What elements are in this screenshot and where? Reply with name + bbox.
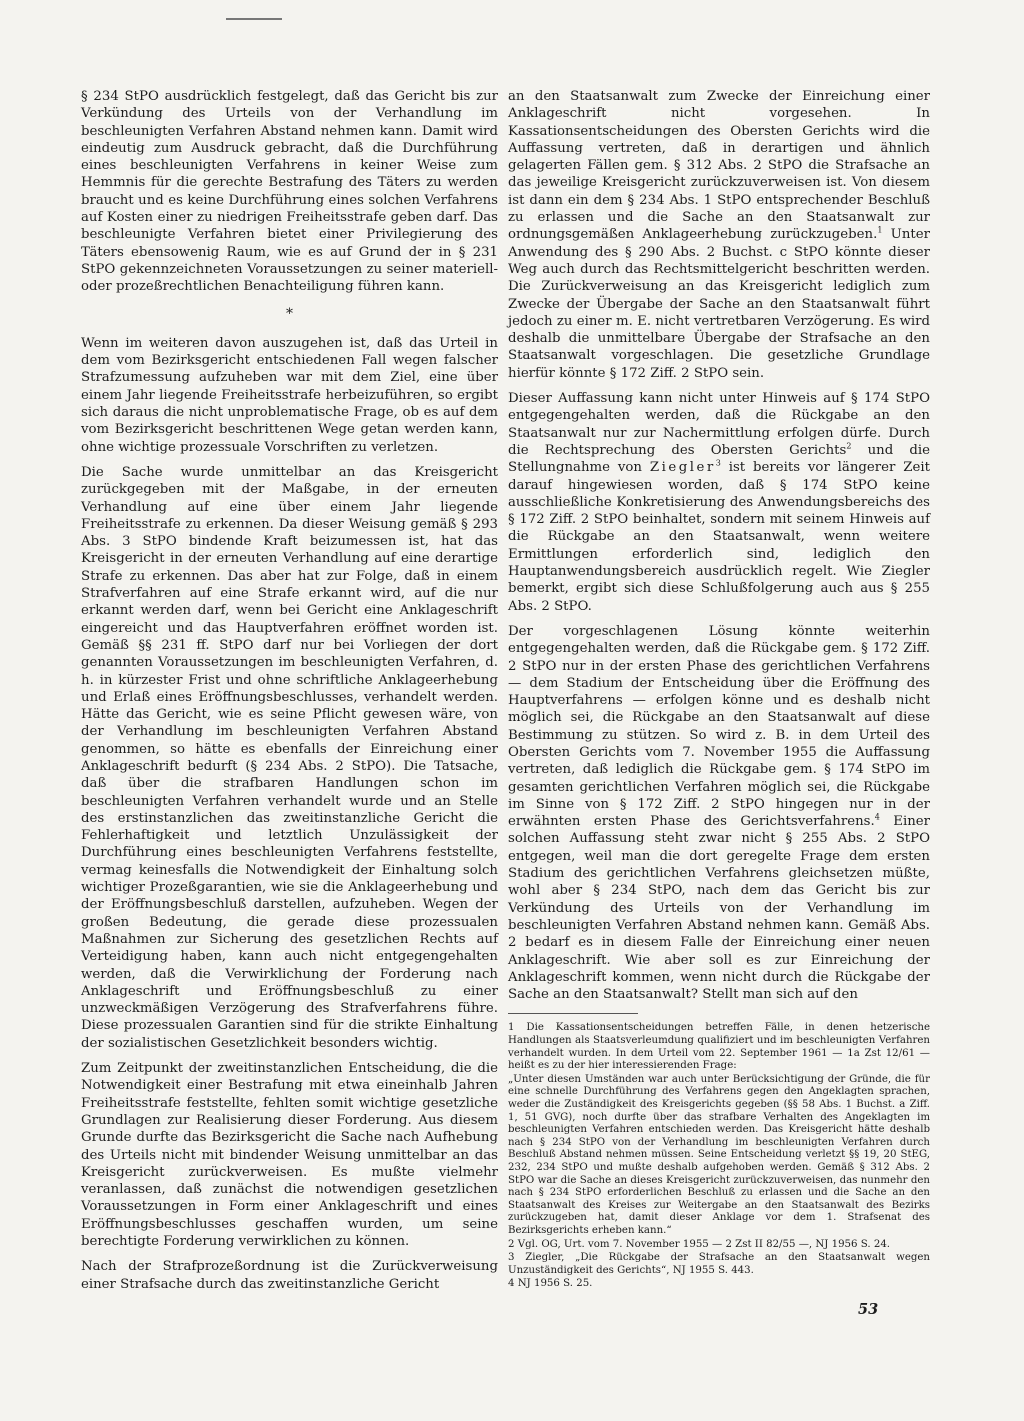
scan-mark	[226, 18, 282, 20]
left-paragraph-2: Wenn im weiteren davon auszugehen ist, daß das Urteil in dem vom Bezirksgericht entschiedenen Fall wegen falscher Strafzumessung aufzuheben war mit dem Ziel, eine über einem Jahr liegende Freiheitsstrafe herbeizuführen, so ergibt sich daraus die nicht unproblematische Frage, ob es auf dem vom Bezirksgericht beschrittenen Wege getan werden kann, ohne wichtige prozessuale Vorschriften zu verletzen.	[81, 335, 498, 455]
right-column	[508, 88, 930, 1292]
right-paragraph-3	[508, 623, 930, 1004]
footnote-2: 2 Vgl. OG, Urt. vom 7. November 1955 — 2 Zst II 82/55 —, NJ 1956 S. 24.	[508, 1238, 891, 1250]
text-run: an den Staatsanwalt zum Zwecke der Einreichung einer Anklageschrift nicht vorgesehen. In Kassationsentscheidungen des Obersten Gerichts wird die Auffassung vertreten, daß in derartigen und ähnlich gelagerten Fällen gem. § 312 Abs. 2 StPO die Strafsache an das jeweilige Kreisgericht zurückzuverweisen ist. Von diesem ist dann ein dem § 234 Abs. 1 StPO entsprechender Beschluß zu erlassen und die Sache an den Staatsanwalt zur ordnungsgemäßen Anklageerhebung zurückzugeben.	[508, 89, 930, 243]
footnote-3: 3 Ziegler, „Die Rückgabe der Strafsache an den Staatsanwalt wegen Unzuständigkeit des Gerichts“, NJ 1955 S. 443.	[508, 1252, 930, 1276]
text-run: ist bereits vor längerer Zeit darauf hingewiesen worden, daß § 174 StPO keine ausschließliche Konkretisierung des Anwendungsbereichs des § 172 Ziff. 2 StPO beinhaltet, sondern mit seinem Hinweis auf die Rückgabe an den Staatsanwalt, wenn weitere Ermittlungen erforderlich sind, lediglich den Hauptanwendungsbereich ausdrücklich regelt. Wie Ziegler bemerkt, ergibt sich diese Schlußfolgerung auch aus § 255 Abs. 2 StPO.	[508, 460, 930, 614]
footnotes	[508, 1022, 930, 1290]
author-name: Ziegler	[649, 460, 716, 476]
footnote-ref-2: 2	[846, 441, 852, 451]
footnote-4: 4 NJ 1956 S. 25.	[508, 1278, 593, 1290]
footnote-ref-1: 1	[877, 225, 883, 235]
section-separator: *	[286, 305, 293, 322]
left-paragraph-1: § 234 StPO ausdrücklich festgelegt, daß das Gericht bis zur Verkündung des Urteils von der Verhandlung im beschleunigten Verfahren Abstand nehmen kann. Damit wird eindeutig zum Ausdruck gebracht, daß die Durchführung eines beschleunigten Verfahrens in keiner Weise zum Hemmnis für die gerechte Bestrafung des Täters zu werden braucht und es keine Durchführung eines solchen Verfahrens auf Kosten einer zu niedrigen Freiheitsstrafe geben darf. Das beschleunigte Verfahren bietet einer Privilegierung des Täters ebensowenig Raum, wie es auf Grund der in § 231 StPO gekennzeichneten Voraussetzungen zu seiner materiell- oder prozeßrechtlichen Benachteiligung führen kann.	[81, 89, 498, 295]
left-paragraph-5: Nach der Strafprozeßordnung ist die Zurückverweisung einer Strafsache durch das zweitinstanzliche Gericht	[81, 1259, 498, 1292]
text-run: Der vorgeschlagenen Lösung könnte weiterhin entgegengehalten werden, daß die Rückgabe gem. § 172 Ziff. 2 StPO nur in der ersten Phase des gerichtlichen Verfahrens — dem Stadium der Entscheidung über die Eröffnung des Hauptverfahrens — erfolgen könne und es deshalb nicht möglich sei, die Rückgabe an den Staatsanwalt auf diese Bestimmung zu stützen. So wird z. B. in dem Urteil des Obersten Gerichts vom 7. November 1955 die Auffassung vertreten, daß lediglich die Rückgabe gem. § 174 StPO im gesamten gerichtlichen Verfahren möglich sei, die Rückgabe im Sinne von § 172 Ziff. 2 StPO hingegen nur in der erwähnten ersten Phase des Gerichtsverfahrens.	[508, 623, 930, 830]
text-run: Unter Anwendung des § 290 Abs. 2 Buchst. c StPO könnte dieser Weg auch durch das Rechtsmittelgericht beschritten werden. Die Zurückverweisung an das Kreisgericht lediglich zum Zwecke der Übergabe der Sache an den Staatsanwalt führt jedoch zu einer m. E. nicht vertretbaren Verzögerung. Es wird deshalb die unmittelbare Übergabe der Strafsache an den Staatsanwalt vorgeschlagen. Die gesetzliche Grundlage hierfür könnte § 172 Ziff. 2 StPO sein.	[508, 227, 930, 381]
footnote-ref-4: 4	[874, 812, 880, 822]
footnote-ref-3: 3	[715, 458, 721, 468]
text-run: Einer solchen Auffassung steht zwar nicht § 255 Abs. 2 StPO entgegen, weil man die dort geregelte Frage dem ersten Stadium des gerichtlichen Verfahrens gleichsetzen müßte, wohl aber § 234 StPO, nach dem das Gericht bis zur Verkündung des Urteils von der Verhandlung im beschleunigten Verfahren Abstand nehmen kann. Gemäß Abs. 2 bedarf es in diesem Falle der Einreichung einer neuen Anklageschrift. Wie aber soll es zur Einreichung der Anklageschrift kommen, wenn nicht durch die Rückgabe der Sache an den Staatsanwalt? Stellt man sich auf den	[508, 814, 930, 1003]
left-column	[81, 88, 498, 1301]
footnote-1-quote: „Unter diesen Umständen war auch unter Berücksichtigung der Gründe, die für eine schnelle Durchführung des Verfahrens gegen den Angeklagten sprachen, weder die Zuständigkeit des Kreisgerichts gegeben (§§ 58 Abs. 1 Buchst. a Ziff. 1, 51 GVG), noch durfte über das strafbare Verhalten des Angeklagten im beschleunigten Verfahren entschieden werden. Das Kreisgericht hätte deshalb nach § 234 StPO von der Verhandlung im beschleunigten Verfahren durch Beschluß Abstand nehmen müssen. Seine Entscheidung verletzt §§ 19, 20 StEG, 232, 234 StPO und mußte deshalb aufgehoben werden. Gemäß § 312 Abs. 2 StPO war die Sache an dieses Kreisgericht zurückzuverweisen, das nunmehr den nach § 234 StPO erforderlichen Beschluß zu erlassen und die Sache an den Staatsanwalt des Kreises zur Weitergabe an den Staatsanwalt des Bezirks zurückzugeben hat, damit dieser Anklage vor dem 1. Strafsenat des Bezirksgerichts erheben kann.“	[508, 1073, 930, 1236]
right-paragraph-1	[508, 88, 930, 382]
left-paragraph-3: Die Sache wurde unmittelbar an das Kreisgericht zurückgegeben mit der Maßgabe, in der erneuten Verhandlung auf eine über einem Jahr liegende Freiheitsstrafe zu erkennen. Da dieser Weisung gemäß § 293 Abs. 3 StPO bindende Kraft beizumessen ist, hat das Kreisgericht in der erneuten Verhandlung auf eine derartige Strafe zu erkennen. Das aber hat zur Folge, daß in einem Strafverfahren auf eine Strafe erkannt wird, auf die nur erkannt werden darf, wenn bei Gericht eine Anklageschrift eingereicht und das Hauptverfahren eröffnet worden ist. Gemäß §§ 231 ff. StPO darf nur bei Vorliegen der dort genannten Voraussetzungen im beschleunigten Verfahren, d. h. in kürzester Frist und ohne schriftliche Anklageerhebung und Erlaß eines Eröffnungsbeschlusses, verhandelt werden. Hätte das Gericht, wie es seine Pflicht gewesen wäre, von der Verhandlung im beschleunigten Verfahren Abstand genommen, so hätte es ebenfalls der Einreichung einer Anklageschrift bedurft (§ 234 Abs. 2 StPO). Die Tatsache, daß über die strafbaren Handlungen schon im beschleunigten Verfahren verhandelt wurde und an Stelle des erstinstanzlichen das zweitinstanzliche Gericht die Fehlerhaftigkeit und letztlich Unzulässigkeit der Durchführung eines beschleunigten Verfahrens feststellte, vermag keinesfalls die Notwendigkeit der Einhaltung solch wichtiger Prozeßgarantien, wie sie die Anklageerhebung und der Eröffnungsbeschluß darstellen, aufzuheben. Wegen der großen Bedeutung, die gerade diese prozessualen Maßnahmen zur Sicherung des gesetzlichen Rechts auf Verteidigung haben, kann auch nicht entgegengehalten werden, daß die Verwirklichung der Forderung nach Anklageschrift und Eröffnungsbeschluß zu einer unzweckmäßigen Verzögerung des Strafverfahrens führe. Diese prozessualen Garantien sind für die strikte Einhaltung der sozialistischen Gesetzlichkeit besonders wichtig.	[81, 464, 498, 1051]
left-paragraph-4: Zum Zeitpunkt der zweitinstanzlichen Entscheidung, die die Notwendigkeit einer Bestrafung mit etwa eineinhalb Jahren Freiheitsstrafe feststellte, fehlten somit wichtige gesetzliche Grundlagen zur Realisierung dieser Forderung. Aus diesem Grunde durfte das Bezirksgericht die Sache nach Aufhebung des Urteils nicht mit bindender Weisung unmittelbar an das Kreisgericht zurückverweisen. Es mußte vielmehr veranlassen, daß zunächst die notwendigen gesetzlichen Voraussetzungen in Form einer Anklageschrift und eines Eröffnungsbeschlusses geschaffen wurden, um seine berechtigte Forderung verwirklichen zu können.	[81, 1061, 498, 1249]
footnote-1: 1 Die Kassationsentscheidungen betreffen Fälle, in denen hetzerische Handlungen als Staatsverleumdung qualifiziert und im beschleunigten Verfahren verhandelt wurden. In dem Urteil vom 22. September 1961 — 1a Zst 12/61 — heißt es zu der hier interessierenden Frage:	[508, 1022, 930, 1072]
text-run: Dieser Auffassung kann nicht unter Hinweis auf § 174 StPO entgegengehalten werden, daß die Rückgabe an den Staatsanwalt nur zur Nachermittlung erfolgen dürfe. Durch die Rechtsprechung des Obersten Gerichts	[508, 391, 930, 458]
footnote-rule	[508, 1013, 638, 1014]
right-paragraph-2	[508, 390, 930, 615]
text-run: und die Stellungnahme von	[508, 442, 930, 476]
page-number: 53	[858, 1301, 879, 1318]
